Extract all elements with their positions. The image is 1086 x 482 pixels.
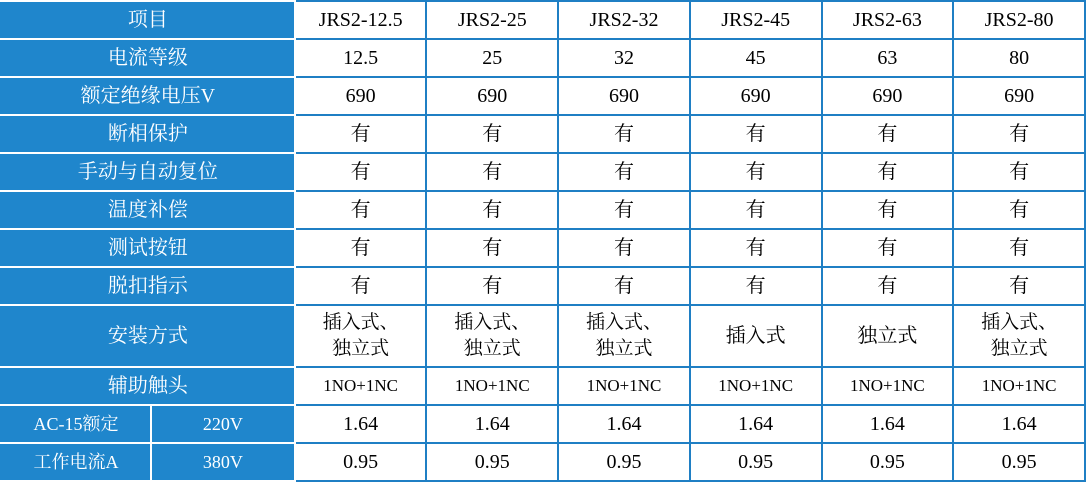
mounting-line: 插入式、 — [454, 312, 531, 334]
cell-value: 1.64 — [558, 405, 690, 443]
table-row — [1, 115, 1085, 153]
table-row — [1, 39, 1085, 77]
cell-value-mounting: 插入式 — [690, 305, 822, 367]
row-label-ac15-line1: AC-15额定 — [1, 405, 151, 443]
cell-value: 32 — [558, 39, 690, 77]
mounting-line: 独立式 — [463, 338, 521, 359]
cell-value: 45 — [690, 39, 822, 77]
cell-value-mounting — [953, 305, 1085, 367]
model-header-2: JRS2-25 — [426, 1, 558, 39]
table-row — [1, 191, 1085, 229]
cell-value: 有 — [822, 229, 954, 267]
cell-value: 0.95 — [822, 443, 954, 481]
cell-value: 有 — [953, 267, 1085, 305]
row-label-test-button: 测试按钮 — [1, 229, 295, 267]
cell-value: 有 — [690, 115, 822, 153]
cell-value: 1.64 — [822, 405, 954, 443]
cell-value: 有 — [690, 229, 822, 267]
cell-value: 有 — [558, 153, 690, 191]
cell-value: 1.64 — [690, 405, 822, 443]
cell-value: 有 — [822, 153, 954, 191]
cell-value: 有 — [295, 267, 427, 305]
cell-value: 有 — [953, 229, 1085, 267]
cell-value: 690 — [295, 77, 427, 115]
cell-value: 有 — [690, 191, 822, 229]
cell-value: 25 — [426, 39, 558, 77]
cell-value-mounting — [558, 305, 690, 367]
cell-value: 有 — [822, 115, 954, 153]
cell-value: 1.64 — [295, 405, 427, 443]
cell-value: 有 — [953, 115, 1085, 153]
cell-value: 有 — [953, 191, 1085, 229]
cell-value: 1NO+1NC — [953, 367, 1085, 405]
cell-value: 690 — [953, 77, 1085, 115]
cell-value: 1.64 — [426, 405, 558, 443]
row-label-temperature-compensation: 温度补偿 — [1, 191, 295, 229]
model-header-4: JRS2-45 — [690, 1, 822, 39]
cell-value: 63 — [822, 39, 954, 77]
cell-value: 有 — [295, 153, 427, 191]
cell-value: 有 — [558, 115, 690, 153]
cell-value: 有 — [426, 267, 558, 305]
cell-value: 1NO+1NC — [295, 367, 427, 405]
mounting-line: 插入式、 — [981, 312, 1058, 334]
row-label-ac15-220v: 220V — [151, 405, 295, 443]
cell-value: 有 — [295, 115, 427, 153]
cell-value-mounting: 独立式 — [822, 305, 954, 367]
cell-value: 有 — [426, 191, 558, 229]
model-header-1: JRS2-12.5 — [295, 1, 427, 39]
header-item-label: 项目 — [1, 1, 295, 39]
table-header-row — [1, 1, 1085, 39]
row-label-current-rating: 电流等级 — [1, 39, 295, 77]
cell-value: 有 — [426, 115, 558, 153]
row-label-phase-failure-protection: 断相保护 — [1, 115, 295, 153]
row-label-rated-insulation-voltage: 额定绝缘电压V — [1, 77, 295, 115]
cell-value: 12.5 — [295, 39, 427, 77]
cell-value: 有 — [690, 153, 822, 191]
cell-value: 0.95 — [558, 443, 690, 481]
table-row — [1, 77, 1085, 115]
mounting-line: 独立式 — [595, 338, 653, 359]
cell-value: 0.95 — [426, 443, 558, 481]
cell-value-mounting — [426, 305, 558, 367]
table-row — [1, 229, 1085, 267]
model-header-6: JRS2-80 — [953, 1, 1085, 39]
row-label-mounting-type: 安装方式 — [1, 305, 295, 367]
row-label-auxiliary-contact: 辅助触头 — [1, 367, 295, 405]
model-header-3: JRS2-32 — [558, 1, 690, 39]
row-label-manual-auto-reset: 手动与自动复位 — [1, 153, 295, 191]
cell-value: 690 — [426, 77, 558, 115]
cell-value: 1NO+1NC — [690, 367, 822, 405]
cell-value: 有 — [558, 191, 690, 229]
cell-value: 有 — [295, 229, 427, 267]
cell-value: 有 — [822, 191, 954, 229]
cell-value: 690 — [690, 77, 822, 115]
cell-value: 0.95 — [295, 443, 427, 481]
cell-value: 有 — [953, 153, 1085, 191]
cell-value: 1NO+1NC — [822, 367, 954, 405]
row-label-ac15-380v: 380V — [151, 443, 295, 481]
cell-value: 80 — [953, 39, 1085, 77]
cell-value: 有 — [295, 191, 427, 229]
model-header-5: JRS2-63 — [822, 1, 954, 39]
row-label-trip-indication: 脱扣指示 — [1, 267, 295, 305]
mounting-line: 独立式 — [990, 338, 1048, 359]
mounting-line: 独立式 — [332, 338, 390, 359]
table-row-ac15-380v — [1, 443, 1085, 481]
table-row — [1, 267, 1085, 305]
row-label-ac15-line2: 工作电流A — [1, 443, 151, 481]
cell-value: 690 — [558, 77, 690, 115]
cell-value: 有 — [690, 267, 822, 305]
cell-value: 有 — [426, 229, 558, 267]
cell-value: 有 — [558, 267, 690, 305]
table-row-aux-contact — [1, 367, 1085, 405]
cell-value-mounting — [295, 305, 427, 367]
table-row-mounting — [1, 305, 1085, 367]
cell-value: 1NO+1NC — [426, 367, 558, 405]
cell-value: 有 — [558, 229, 690, 267]
cell-value: 1NO+1NC — [558, 367, 690, 405]
mounting-line: 插入式、 — [585, 312, 662, 334]
cell-value: 0.95 — [953, 443, 1085, 481]
table-row — [1, 153, 1085, 191]
cell-value: 有 — [426, 153, 558, 191]
table-row-ac15-220v — [1, 405, 1085, 443]
cell-value: 690 — [822, 77, 954, 115]
mounting-line: 插入式、 — [322, 312, 399, 334]
cell-value: 0.95 — [690, 443, 822, 481]
cell-value: 1.64 — [953, 405, 1085, 443]
cell-value: 有 — [822, 267, 954, 305]
